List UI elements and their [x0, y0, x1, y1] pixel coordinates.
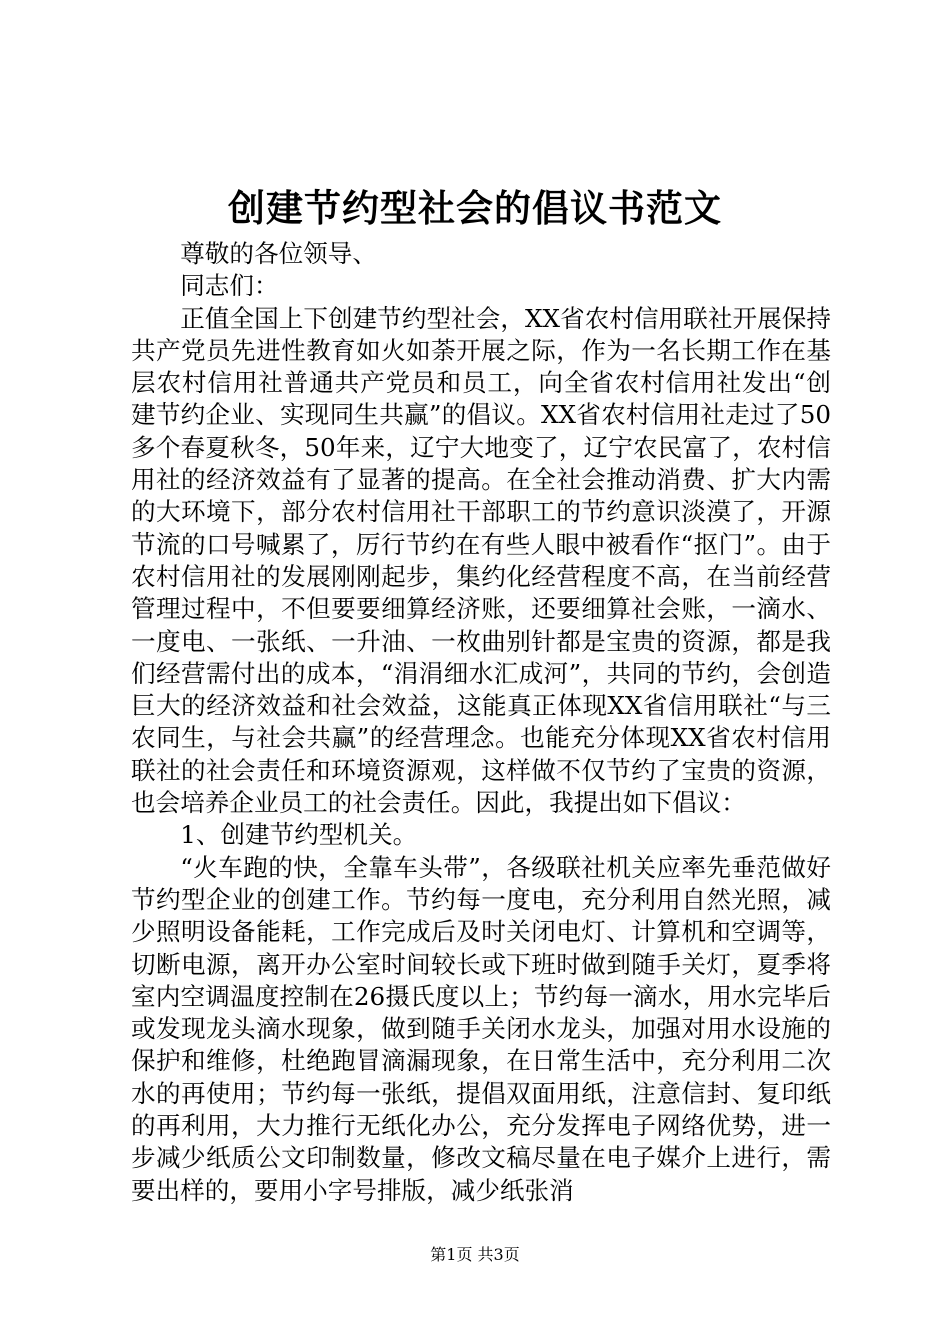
document-title: 创建节约型社会的倡议书范文: [228, 186, 722, 230]
salutation-line-1: 尊敬的各位领导、: [180, 239, 377, 268]
body-paragraph-intro: 正值全国上下创建节约型社会，XX省农村信用联社开展保持共产党员先进性教育如火如荼开展之际，作为一名长期工作在基层农村信用社普通共产党员和员工，向全省农村信用社发出“创建节约企业、实现同生共赢”的倡议。XX省农村信用社走过了50多个春夏秋冬，50年来，辽宁大地变了，辽宁农民富了，农村信用社的经济效益有了显著的提高。在全社会推动消费、扩大内需的大环境下，部分农村信用社干部职工的节约意识淡漠了，开源节流的口号喊累了，厉行节约在有些人眼中被看作“抠门”。由于农村信用社的发展刚刚起步，集约化经营程度不高，在当前经营管理过程中，不但要要细算经济账，还要细算社会账，一滴水、一度电、一张纸、一升油、一枚曲别针都是宝贵的资源，都是我们经营需付出的成本，“涓涓细水汇成河”，共同的节约，会创造巨大的经济效益和社会效益，这能真正体现XX省信用联社“与三农同生，与社会共赢”的经营理念。也能充分体现XX省农村信用联社的社会责任和环境资源观，这样做不仅节约了宝贵的资源，也会培养企业员工的社会责任。因此，我提出如下倡议：: [131, 303, 831, 818]
page-number-footer: 第1页 共3页: [430, 1245, 520, 1264]
body-paragraph-section-1: “火车跑的快，全靠车头带”，各级联社机关应率先垂范做好节约型企业的创建工作。节约每一度电，充分利用自然光照，减少照明设备能耗，工作完成后及时关闭电灯、计算机和空调等，切断电源，离开办公室时间较长或下班时做到随手关灯，夏季将室内空调温度控制在26摄氏度以上；节约每一滴水，用水完毕后或发现龙头滴水现象，做到随手关闭水龙头，加强对用水设施的保护和维修，杜绝跑冒滴漏现象，在日常生活中，充分利用二次水的再使用；节约每一张纸，提倡双面用纸，注意信封、复印纸的再利用，大力推行无纸化办公，充分发挥电子网络优势，进一步减少纸质公文印制数量，修改文稿尽量在电子媒介上进行，需要出样的，要用小字号排版，减少纸张消: [131, 852, 831, 1205]
salutation-line-2: 同志们：: [180, 271, 279, 301]
section-heading-1: 1、创建节约型机关。: [180, 820, 418, 850]
document-body: [131, 238, 831, 1207]
